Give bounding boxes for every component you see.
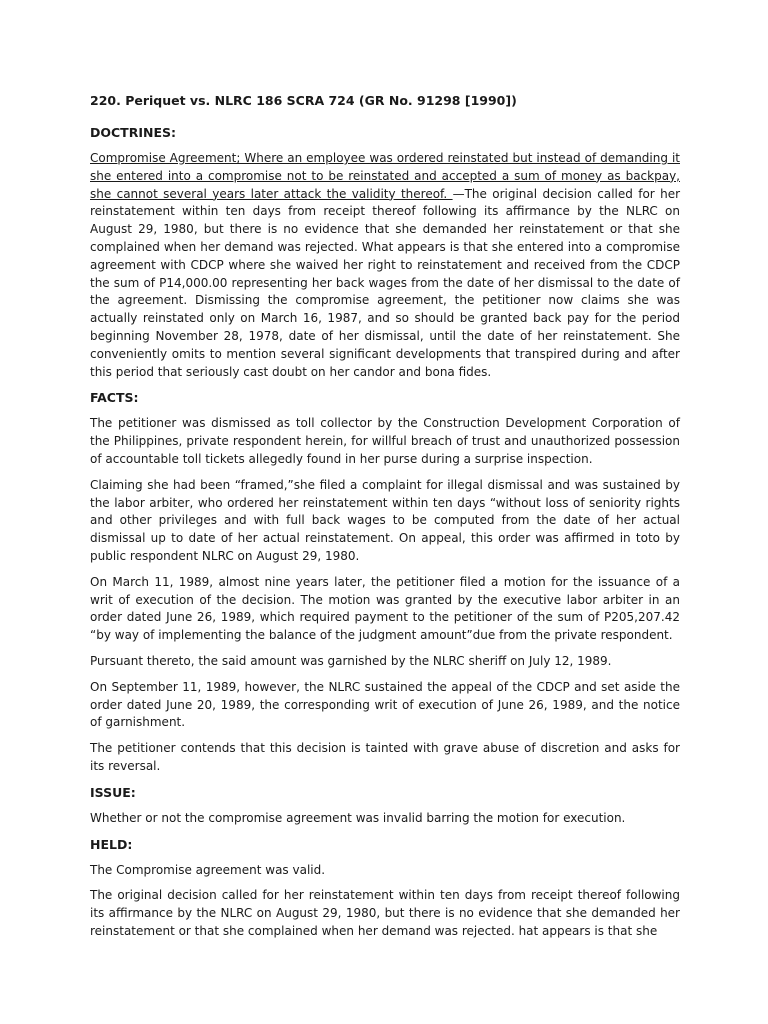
case-title: 220. Periquet vs. NLRC 186 SCRA 724 (GR No. 91298 [1990]) xyxy=(90,93,517,108)
issue-heading: ISSUE: xyxy=(90,784,136,800)
held-paragraph: The Compromise agreement was valid. xyxy=(90,862,326,877)
facts-paragraph: On September 11, 1989, however, the NLRC sustained the appeal of the CDCP and set aside the order dated June 20, 1989, the corresponding writ of execution of June 26, 1989, and the notice of garnishment. xyxy=(90,679,680,730)
doctrine-paragraph xyxy=(90,150,680,381)
facts-paragraph: Pursuant thereto, the said amount was garnished by the NLRC sheriff on July 12, 1989. xyxy=(90,653,612,668)
issue-paragraph: Whether or not the compromise agreement was invalid barring the motion for execution. xyxy=(90,810,626,825)
facts-heading: FACTS: xyxy=(90,390,139,406)
facts-paragraph: The petitioner was dismissed as toll collector by the Construction Development Corporation of the Philippines, private respondent herein, for willful breach of trust and unauthorized possession of accountable toll tickets allegedly found in her purse during a surprise inspection. xyxy=(90,416,680,466)
doctrine-body-text: —The original decision called for her reinstatement within ten days from receipt thereof following its affirmance by the NLRC on August 29, 1980, but there is no evidence that she demanded her reinstatement or that she complained when her demand was rejected. What appears is that she entered into a compromise agreement with CDCP where she waived her right to reinstatement and received from the CDCP the sum of P14,000.00 representing her back wages from the date of her dismissal to the date of the agreement. Dismissing the compromise agreement, the petitioner now claims she was actually reinstated only on March 16, 1987, and so should be granted back pay for the period beginning November 28, 1978, date of her dismissal, until the date of her reinstatement. She conveniently omits to mention several significant developments that transpired during and after this period that seriously cast doubt on her candor and bona fides. xyxy=(90,186,681,379)
held-paragraph: The original decision called for her reinstatement within ten days from receipt thereof following its affirmance by the NLRC on August 29, 1980, but there is no evidence that she demanded her reinstatement or that she complained when her demand was rejected. hat appears is that she xyxy=(90,888,680,938)
facts-paragraph: Claiming she had been “framed,”she filed a complaint for illegal dismissal and was sustained by the labor arbiter, who ordered her reinstatement within ten days “without loss of seniority rights and other privileges and with full back wages to be computed from the date of her actual dismissal up to date of her actual reinstatement. On appeal, this order was affirmed in toto by public respondent NLRC on August 29, 1980. xyxy=(90,477,680,563)
facts-paragraph: On March 11, 1989, almost nine years later, the petitioner filed a motion for the issuance of a writ of execution of the decision. The motion was granted by the executive labor arbiter in an order dated June 26, 1989, which required payment to the petitioner of the sum of P205,207.42 “by way of implementing the balance of the judgment amount”due from the private respondent. xyxy=(90,574,680,643)
doctrines-heading: DOCTRINES: xyxy=(90,125,176,140)
facts-paragraph: The petitioner contends that this decision is tainted with grave abuse of discretion and asks for its reversal. xyxy=(90,741,680,773)
doctrine-underlined-text: Compromise Agreement; Where an employee was ordered reinstated but instead of demanding it she entered into a compromise not to be reinstated and accepted a sum of money as backpay, she cannot several years later attack the validity thereof. xyxy=(90,151,680,201)
held-heading: HELD: xyxy=(90,836,133,852)
